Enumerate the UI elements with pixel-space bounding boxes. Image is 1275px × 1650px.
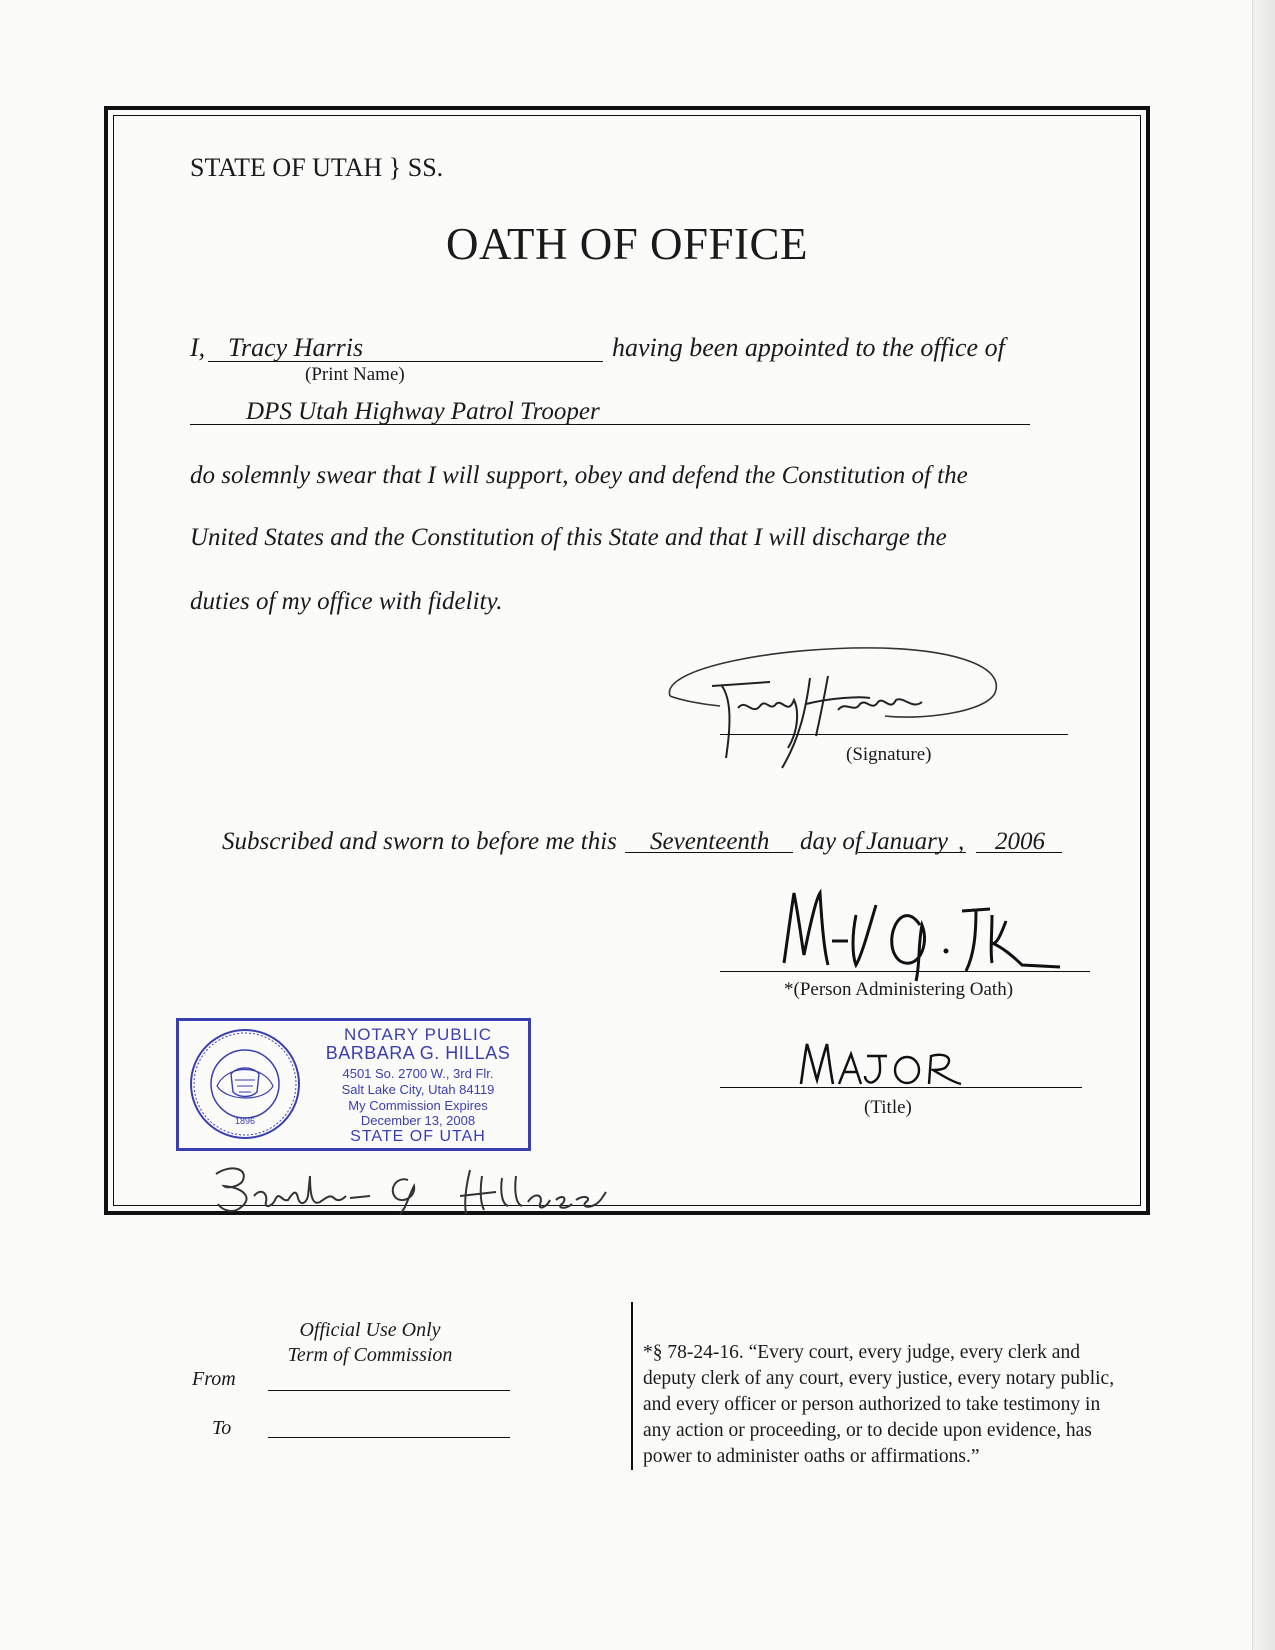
administrator-underline <box>720 971 1090 972</box>
official-use-heading: Official Use Only <box>299 1319 441 1341</box>
subscribed-year: 2006 <box>995 828 1045 855</box>
stamp-line-notary-public: NOTARY PUBLIC <box>343 1025 493 1044</box>
administrator-label: *(Person Administering Oath) <box>784 979 1014 1000</box>
subscribed-month: January <box>866 828 948 855</box>
state-heading: STATE OF UTAH } SS. <box>190 153 444 182</box>
administrator-title-handwritten <box>795 1040 975 1088</box>
notary-stamp <box>176 1018 531 1151</box>
office-value: DPS Utah Highway Patrol Trooper <box>246 398 600 425</box>
stamp-line-state: STATE OF UTAH <box>350 1128 486 1145</box>
print-name-label: (Print Name) <box>305 364 405 385</box>
oath-prefix: I, <box>190 333 206 362</box>
oath-body-line-3: duties of my office with fidelity. <box>190 588 503 615</box>
title-underline <box>720 1087 1082 1088</box>
notary-signature <box>210 1158 630 1220</box>
oath-taker-signature <box>660 638 1020 778</box>
to-field[interactable] <box>268 1437 510 1438</box>
statute-footnote: *§ 78-24-16. “Every court, every judge, every clerk and deputy clerk of any court, every justice, every notary public, and every officer or person authorized to take testimony in any action or proceeding, or to decide upon evidence, has power to administer oaths or affirmations.” <box>643 1342 1115 1467</box>
to-label: To <box>212 1417 232 1439</box>
signature-label: (Signature) <box>846 744 932 765</box>
signature-underline <box>720 734 1068 735</box>
bottom-divider <box>631 1302 633 1470</box>
subscribed-text: Subscribed and sworn to before me this <box>222 828 617 855</box>
term-of-commission-heading: Term of Commission <box>287 1344 453 1366</box>
stamp-line-notary-name: BARBARA G. HILLAS <box>325 1043 511 1063</box>
stamp-line-city: Salt Lake City, Utah 84119 <box>341 1082 495 1097</box>
appointed-text: having been appointed to the office of <box>612 333 1005 362</box>
document-title: OATH OF OFFICE <box>445 219 809 269</box>
from-field[interactable] <box>268 1390 510 1391</box>
utah-state-seal-icon <box>187 1026 303 1142</box>
oath-body-line-1: do solemnly swear that I will support, obey and defend the Constitution of the <box>190 462 968 489</box>
from-label: From <box>192 1368 236 1390</box>
stamp-line-address: 4501 So. 2700 W., 3rd Flr. <box>342 1066 494 1081</box>
stamp-line-commission: My Commission Expires <box>348 1098 488 1113</box>
page-edge <box>1252 0 1275 1650</box>
stamp-line-expiration: December 13, 2008 <box>360 1113 476 1128</box>
administrator-signature <box>770 885 1090 985</box>
title-label: (Title) <box>864 1097 912 1118</box>
subscribed-day: Seventeenth <box>650 828 770 855</box>
print-name-value: Tracy Harris <box>228 333 364 362</box>
day-of-text: day of <box>800 828 862 855</box>
svg-text:1896: 1896 <box>234 1116 256 1126</box>
date-comma: , <box>958 828 965 855</box>
oath-body-line-2: United States and the Constitution of this State and that I will discharge the <box>190 524 947 551</box>
